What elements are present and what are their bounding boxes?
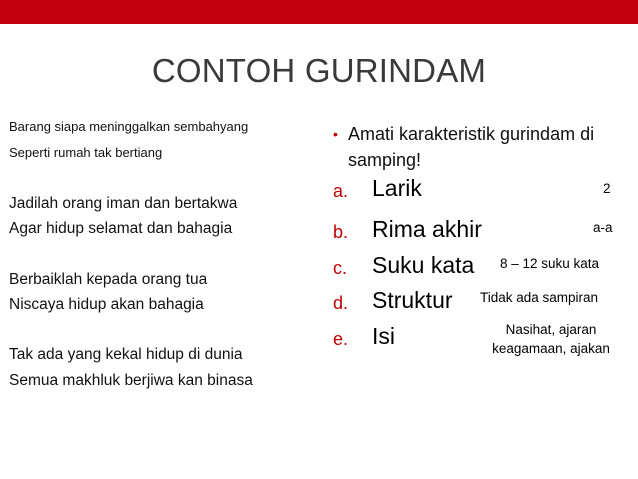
item-label: Larik bbox=[372, 175, 422, 201]
poem-line: Barang siapa meninggalkan sembahyang bbox=[9, 119, 249, 134]
note-rima: a-a bbox=[593, 220, 613, 235]
note-suku-kata: 8 – 12 suku kata bbox=[500, 256, 600, 271]
note-larik: 2 bbox=[603, 181, 611, 196]
characteristic-item-larik bbox=[333, 175, 633, 215]
item-letter: e. bbox=[333, 329, 349, 349]
analysis-intro bbox=[333, 121, 623, 173]
item-label: Isi bbox=[372, 323, 395, 349]
characteristic-item-rima bbox=[333, 216, 633, 256]
poem-line: Berbaiklah kepada orang tua bbox=[9, 271, 208, 288]
note-isi: Nasihat, ajaran keagamaan, ajakan bbox=[492, 322, 610, 356]
bullet-icon: • bbox=[333, 126, 338, 142]
item-letter: a. bbox=[333, 181, 349, 201]
poem-line: Tak ada yang kekal hidup di dunia bbox=[9, 346, 243, 363]
item-label: Struktur bbox=[372, 287, 453, 313]
poem-line: Niscaya hidup akan bahagia bbox=[9, 296, 204, 313]
item-label: Rima akhir bbox=[372, 216, 482, 242]
item-letter: b. bbox=[333, 222, 349, 242]
item-letter: d. bbox=[333, 293, 349, 313]
poem-line: Semua makhluk berjiwa kan binasa bbox=[9, 372, 253, 389]
item-letter: c. bbox=[333, 258, 348, 278]
poem-line: Jadilah orang iman dan bertakwa bbox=[9, 195, 238, 212]
slide-title: CONTOH GURINDAM bbox=[151, 52, 487, 89]
poem-line: Agar hidup selamat dan bahagia bbox=[9, 220, 233, 237]
note-struktur: Tidak ada sampiran bbox=[480, 290, 599, 305]
top-accent-bar bbox=[0, 0, 638, 24]
poem-line: Seperti rumah tak bertiang bbox=[9, 145, 163, 160]
analysis-intro-text: Amati karakteristik gurindam di samping! bbox=[348, 124, 595, 170]
item-label: Suku kata bbox=[372, 252, 475, 278]
